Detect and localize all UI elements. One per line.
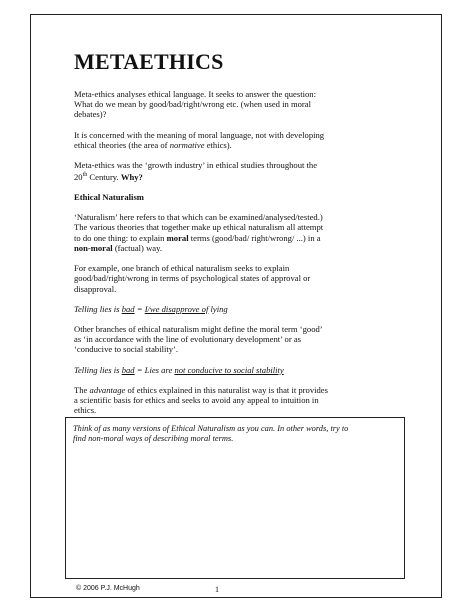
paragraph-example: For example, one branch of ethical naturalism seeks to explain good/bad/right/wrong in terms of psychological states of approval or disapproval. [74,263,311,294]
exercise-prompt: Think of as many versions of Ethical Naturalism as you can. In other words, try to find non-moral ways of describing moral terms. [73,424,349,443]
paragraph-advantage: The advantage of ethics explained in this naturalist way is that it provides a scientific basis for ethics and seeks to avoid any appeal to intuition in ethics. [74,384,328,416]
page-title: METAETHICS [74,49,224,74]
document-page [30,14,442,598]
example-social-stability: Telling lies is bad = Lies are not conducive to social stability [74,364,284,375]
paragraph-growth: Meta-ethics was the ‘growth industry’ in ethical studies throughout the 20th Century. Why? [74,160,318,183]
paragraph-naturalism: ‘Naturalism’ here refers to that which can be examined/analysed/tested.) The various theories that together make up ethical naturalism all attempt to do one thing: to explain moral terms (good/bad/ right/wrong/ ...) in a non-moral (factual) way. [74,212,324,253]
paragraph-normative: It is concerned with the meaning of moral language, not with developing ethical theories (the area of normative ethics). [74,129,325,150]
document-body [74,51,330,425]
example-disapproval: Telling lies is bad = I/we disapprove of lying [74,303,228,314]
footer-copyright: © 2006 P.J. McHugh [76,585,140,592]
paragraph-other-branches: Other branches of ethical naturalism might define the moral term ‘good’ as ‘in accordance with the line of evolutionary development’ or as ‘conducive to social stability’. [74,323,323,355]
paragraph-intro: Meta-ethics analyses ethical language. It seeks to answer the question: What do we mean by good/bad/right/wrong etc. (when used in moral debates)? [74,89,316,120]
section-heading: Ethical Naturalism [74,192,144,203]
page-number: 1 [215,585,219,594]
exercise-box [65,417,405,579]
